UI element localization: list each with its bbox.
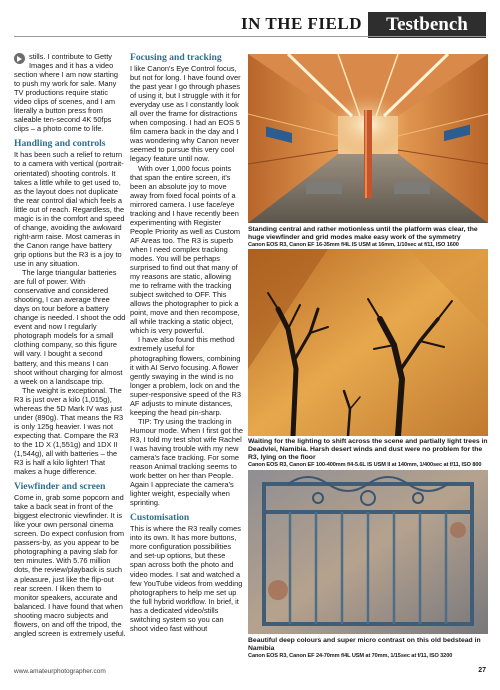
intro-paragraph: stills. I contribute to Getty Images and it has a video section where I am now starting to push my work for sale. Many TV productions require static video clips of scenes, and I am literally a button press from saleable ten-second 4K 50fps clips – a photo come to life. (14, 52, 118, 134)
text-column-1 (14, 52, 126, 638)
heading-handling: Handling and controls (14, 138, 106, 150)
paragraph-tip: TIP: Try using the tracking in Humour mode. When I first got the R3, I told my test shot wife Rachel I was having trouble with my new camera's face tracking. For some reason Animal tracking seems to work better on her than People. Again I appreciate the camera's lighter weight, especially when sprinting. (130, 416, 243, 508)
caption-credit: Canon EOS R3, Canon EF 24-70mm f/4L USM at 70mm, 1/15sec at f/11, ISO 3200 (248, 653, 453, 659)
page-header (0, 12, 500, 38)
paragraph-focusing: I like Canon's Eye Control focus, but not for long. I have found over the past year I go through phases of using it, but I struggle with it for everyday use as I constantly look all over the frame for distractions when composing. I had an EOS 5 film camera back in the day and I was wondering why Canon never seemed to pursue this very cool legacy feature until now. (130, 64, 241, 164)
caption-subway (248, 226, 488, 249)
photo-deadvlei-trees (248, 249, 488, 436)
paragraph-weight: The weight is exceptional. The R3 is just over a kilo (1,015g), whereas the 5D Mark IV was just under (890g). That means the R3 is only 125g heavier. I was not expecting that. Compare the R3 to the 1D X (1,551g) and 1DX II (1,544g), all with batteries – the R3 is half a kilo lighter! That makes a huge difference. (14, 385, 124, 477)
paragraph-focus-points: With over 1,000 focus points that span the entire screen, it's been an absolute joy to move away from fixed focal points of a mirrored camera. I use face/eye tracking and I have recently been experimenting with Register People Priority as well as Custom AF Areas too. The R3 is superb when I need complex tracking modes. You will be perhaps surprised to find out that many of my reasons are static, allowing me to reframe with the tracking subject switched to OFF. This allows the photographer to pick a point, move and then recompose, all while tracking a static object, which is very powerful. (130, 163, 241, 336)
caption-credit: Canon EOS R3, Canon EF 100-400mm f/4-5.6L IS USM II at 140mm, 1/400sec at f/11, ISO 800 (248, 462, 482, 468)
paragraph-batteries: The large triangular batteries are full of power. With conservative and considered shooting, I can average three days on tour before a battery change is needed. I shoot the odd event and now I regularly photograph models for a small clothing company, so this figure will vary. I bought a second battery, and this means I can shoot without charging for almost a week on a landscape trip. (14, 268, 126, 386)
page-number: 27 (478, 667, 486, 674)
heading-customisation: Customisation (130, 512, 190, 524)
caption-credit: Canon EOS R3, Canon EF 16-35mm f/4L IS USM at 16mm, 1/10sec at f/11, ISO 1600 (248, 242, 459, 248)
header-rule (14, 36, 486, 37)
continue-arrow-icon (14, 53, 25, 64)
caption-text: Beautiful deep colours and super micro contrast on this old bedstead in Namibia (248, 637, 481, 652)
photo-subway-platform (248, 54, 488, 223)
section-title: IN THE FIELD (241, 14, 362, 33)
paragraph-servo: I have also found this method extremely useful for photographing flowers, combining it with AI Servo focusing. A flower gently swaying in the wind is no longer a problem, lock on and the super-responsive speed of the R3 AF adjusts to minute distances, keeping the head pin-sharp. (130, 335, 241, 417)
heading-viewfinder: Viewfinder and screen (14, 481, 106, 493)
caption-text: Waiting for the lighting to shift across the scene and partially light trees in Deadvlei, Namibia. Harsh desert winds and dust were no problem for the R3, lying on the floor (248, 438, 488, 461)
text-column-2 (130, 52, 243, 633)
photo-bedstead (248, 470, 488, 634)
paragraph-viewfinder: Come in, grab some popcorn and take a back seat in front of the biggest electronic viewfinder. It is like your own personal cinema screen. Do expect confusion from passers-by, as you appear to be photographing a paving slab for ten minutes. With 5.76 million dots, the review/playback is such a pleasure, just like the flip-out rear screen. I liken them to monitor speakers, accurate and balanced. I have found that when shooting macro subjects and flowers, on and off the tripod, the angled screen is extremely useful. (14, 493, 126, 638)
paragraph-handling: It has been such a relief to return to a camera with vertical (portrait-orientated) shooting controls. It takes a little while to get used to, as the layout does not duplicate the rear control dial which feels a little out of reach. Regardless, the magic is in the comfort and speed of change, avoiding the awkward right-arm raise. Most cameras in the Canon range have battery grip options but the R3 is a joy to use in any situation. (14, 150, 125, 268)
caption-text: Standing central and rather motionless until the platform was clear, the huge viewfinder and grid modes make easy work of the symmetry (248, 226, 478, 241)
caption-deadvlei (248, 438, 488, 469)
paragraph-customisation: This is where the R3 really comes into its own. It has more buttons, more configuration possibilities and set-up options, but these span across both the photo and video modes. I sat and watched a few YouTube videos from wedding photographers to help me set up the full hybrid workflow. In brief, it has a dedicated video/stills switching system so you can shoot video fast without (130, 524, 243, 633)
section-tab: Testbench (368, 12, 486, 38)
caption-bedstead (248, 637, 488, 660)
heading-focusing: Focusing and tracking (130, 52, 222, 63)
footer-url[interactable]: www.amateurphotographer.com (14, 668, 106, 675)
